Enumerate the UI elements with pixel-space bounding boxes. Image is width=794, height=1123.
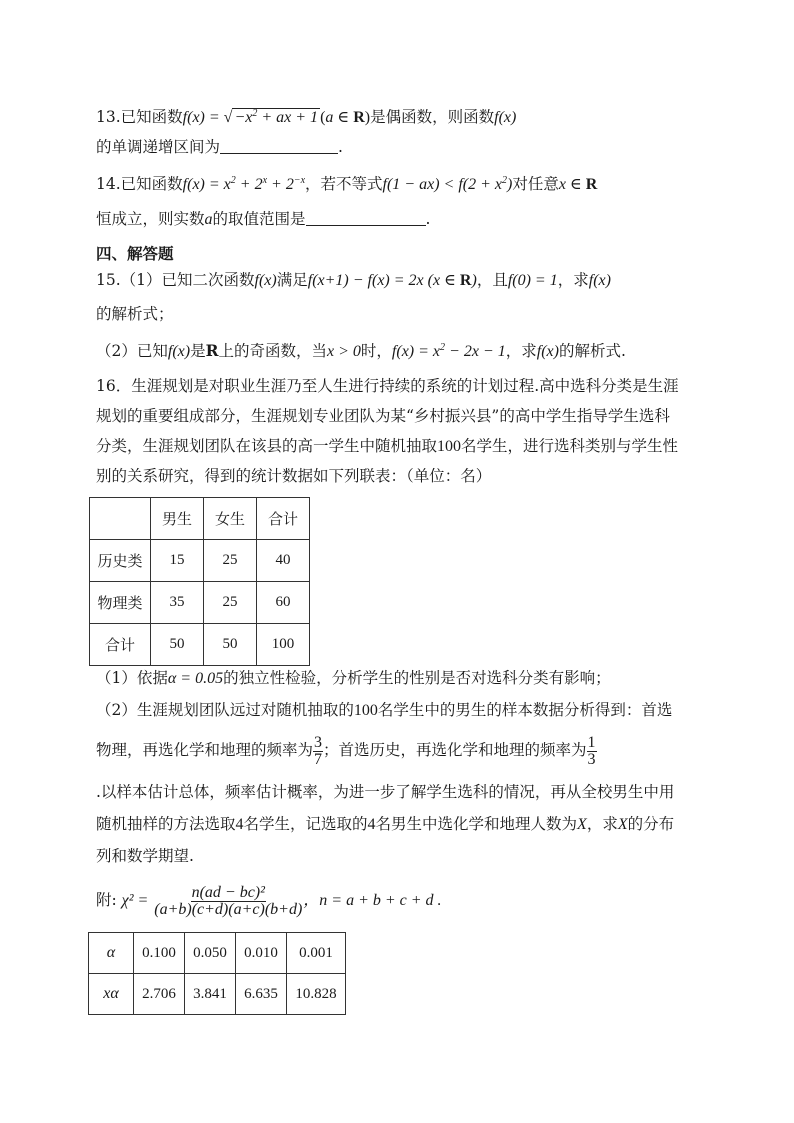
q15-line2: 的解析式； [96, 305, 174, 323]
q15-number: 15. [96, 271, 121, 289]
q13-function-def: f(x) = √ $-x^2$ + ax + 1 (a ∈ R) [182, 108, 371, 126]
fraction: $\frac{3}{7}$ [314, 733, 323, 768]
q16-sub2-line1: （2）生涯规划团队远过对随机抽取的100名学生中的男生的样本数据分析得到：首选 [96, 701, 673, 719]
appendix-formula: 附: χ² = $\frac{\text{n(ad − bc)²}}{(a+b)(c+d)(a+c)(b+d)}$ ，n = a + b + c + d . [96, 883, 442, 918]
q14-line1: 14.已知函数$f(x) = x^2 + 2^x + 2^{-x}$，若不等式$f(1 - ax) < f(2 + x^2)$对任意x ∈ R [96, 175, 598, 193]
answer-blank [220, 139, 338, 154]
q13-number: 13. [96, 108, 121, 126]
q13-line1: 13.已知函数f(x) = √ $-x^2$ + ax + 1 (a ∈ R)是偶函数，则函数f(x) [96, 108, 517, 126]
q13-line2: 的单调递增区间为 . [96, 138, 343, 156]
table-row: α 0.100 0.050 0.010 0.001 [89, 933, 346, 974]
critical-value-table [88, 932, 346, 1015]
q16-sub1: （1）依据α = 0.05的独立性检验，分析学生的性别是否对选科分类有影响； [96, 669, 611, 687]
q15-line1: 15.（1）已知二次函数f(x)满足f(x+1) − f(x) = 2x (x ∈ R)，且f(0) = 1，求f(x) [96, 271, 611, 289]
answer-blank [306, 211, 426, 226]
q16-line2: 规划的重要组成部分，生涯规划专业团队为某“乡村振兴县”的高中学生指导学生选科 [96, 407, 670, 425]
fraction: $\frac{1}{3}$ [587, 733, 596, 768]
q16-line4: 别的关系研究，得到的统计数据如下列联表：（单位：名） [96, 467, 492, 485]
table-row: 历史类 15 25 40 [90, 540, 310, 582]
table-row: 物理类 35 25 60 [90, 582, 310, 624]
q16-sub2-line2: 物理，再选化学和地理的频率为 $\frac{3}{7}$ ；首选历史，再选化学和地理的频率为 $\frac{1}{3}$ [96, 733, 596, 768]
q14-number: 14. [96, 175, 121, 193]
chi-square-fraction: $\frac{\text{n(ad − bc)²}}{(a+b)(c+d)(a+c)(b+d)}$ [154, 883, 303, 918]
section-title: 四、解答题 [96, 244, 174, 263]
q16-sub2-line3: .以样本估计总体，频率估计概率，为进一步了解学生选科的情况，再从全校男生中用 [96, 783, 675, 801]
q16-sub2-line5: 列和数学期望. [96, 847, 194, 865]
q14-line2: 恒成立，则实数a的取值范围是 . [96, 210, 431, 228]
q16-line3: 分类，生涯规划团队在该县的高一学生中随机抽取100名学生，进行选科类别与学生性 [96, 437, 679, 455]
table-row: 合计 50 50 100 [90, 624, 310, 666]
q16-sub2-line4: 随机抽样的方法选取4名学生，记选取的4名男生中选化学和地理人数为X，求X的分布 [96, 815, 675, 833]
contingency-table [89, 497, 310, 666]
table-row: xα 2.706 3.841 6.635 10.828 [89, 974, 346, 1015]
table-row: 男生 女生 合计 [90, 498, 310, 540]
q16-line1: 16．生涯规划是对职业生涯乃至人生进行持续的系统的计划过程.高中选科分类是生涯 [96, 377, 679, 395]
q15-part2: （2）已知f(x)是R上的奇函数，当x > 0时，$f(x) = x^2 - 2x - 1$，求f(x)的解析式. [96, 341, 626, 360]
